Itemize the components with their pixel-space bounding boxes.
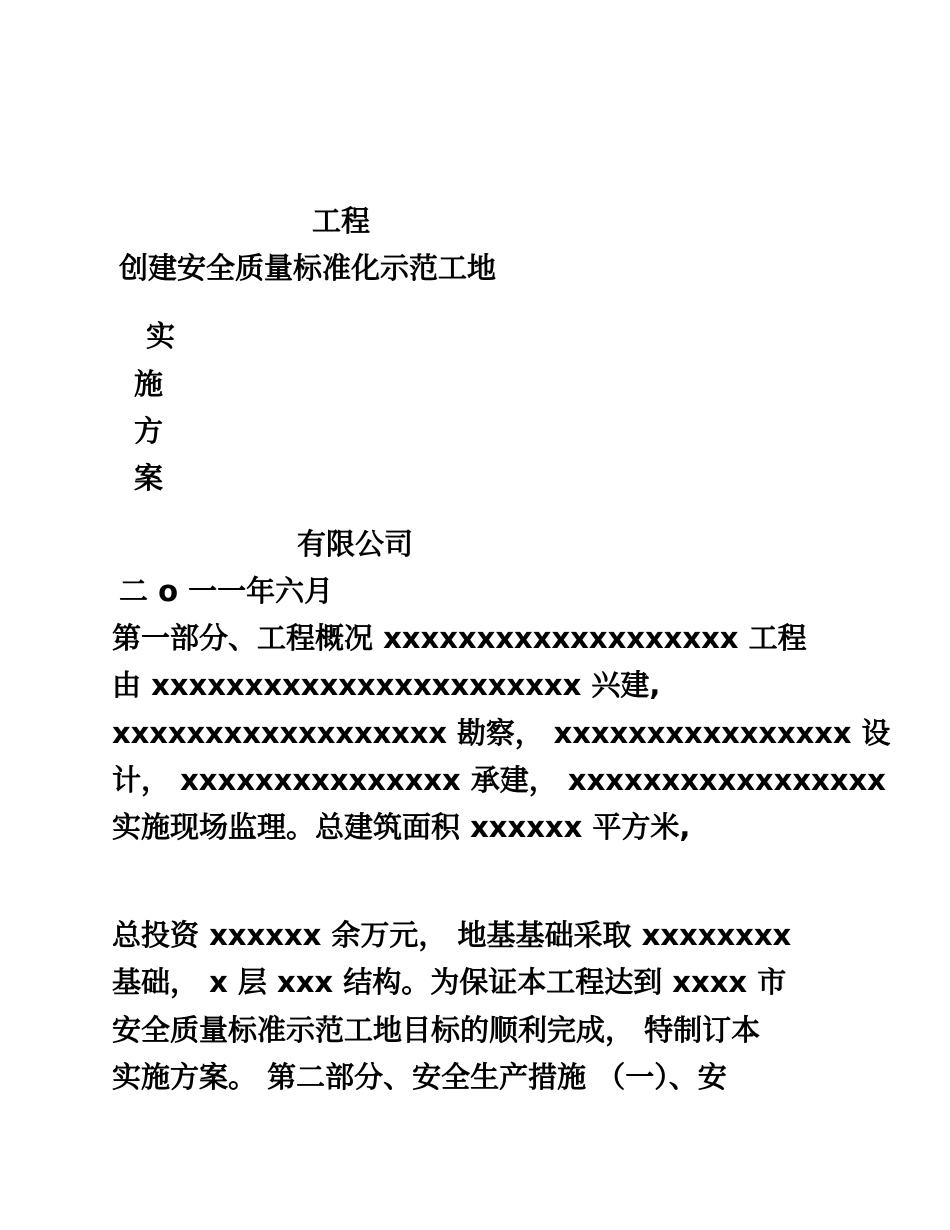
cover-title-line1: 工程 (312, 204, 371, 238)
body-line: 总投资 xxxxxx 余万元， 地基基础采取 xxxxxxxx (112, 918, 792, 952)
cover-vertical-char: 方 (134, 414, 164, 448)
body-line: 实施现场监理。总建筑面积 xxxxxx 平方米, (112, 810, 691, 844)
body-line: 基础， x 层 xxx 结构。为保证本工程达到 xxxx 市 (112, 965, 787, 999)
body-line: xxxxxxxxxxxxxxxxxx 勘察， xxxxxxxxxxxxxxxx 设 (112, 716, 891, 750)
body-line: 计， xxxxxxxxxxxxxxx 承建， xxxxxxxxxxxxxxxxx (112, 763, 886, 797)
body-line: 安全质量标准示范工地目标的顺利完成， 特制订本 (112, 1013, 761, 1047)
cover-vertical-char: 实 (146, 319, 176, 353)
body-line: 实施方案。 第二部分、安全生产措施 （一）、安 (112, 1060, 727, 1094)
cover-title-line2: 创建安全质量标准化示范工地 (119, 251, 497, 285)
cover-vertical-char: 施 (134, 367, 164, 401)
body-line: 由 xxxxxxxxxxxxxxxxxxxxxxx 兴建, (112, 668, 661, 702)
cover-date: 二 o 一一年六月 (119, 574, 334, 608)
cover-vertical-char: 案 (134, 461, 164, 495)
body-line: 第一部分、工程概况 xxxxxxxxxxxxxxxxxxx 工程 (112, 621, 807, 655)
cover-company: 有限公司 (297, 527, 414, 561)
